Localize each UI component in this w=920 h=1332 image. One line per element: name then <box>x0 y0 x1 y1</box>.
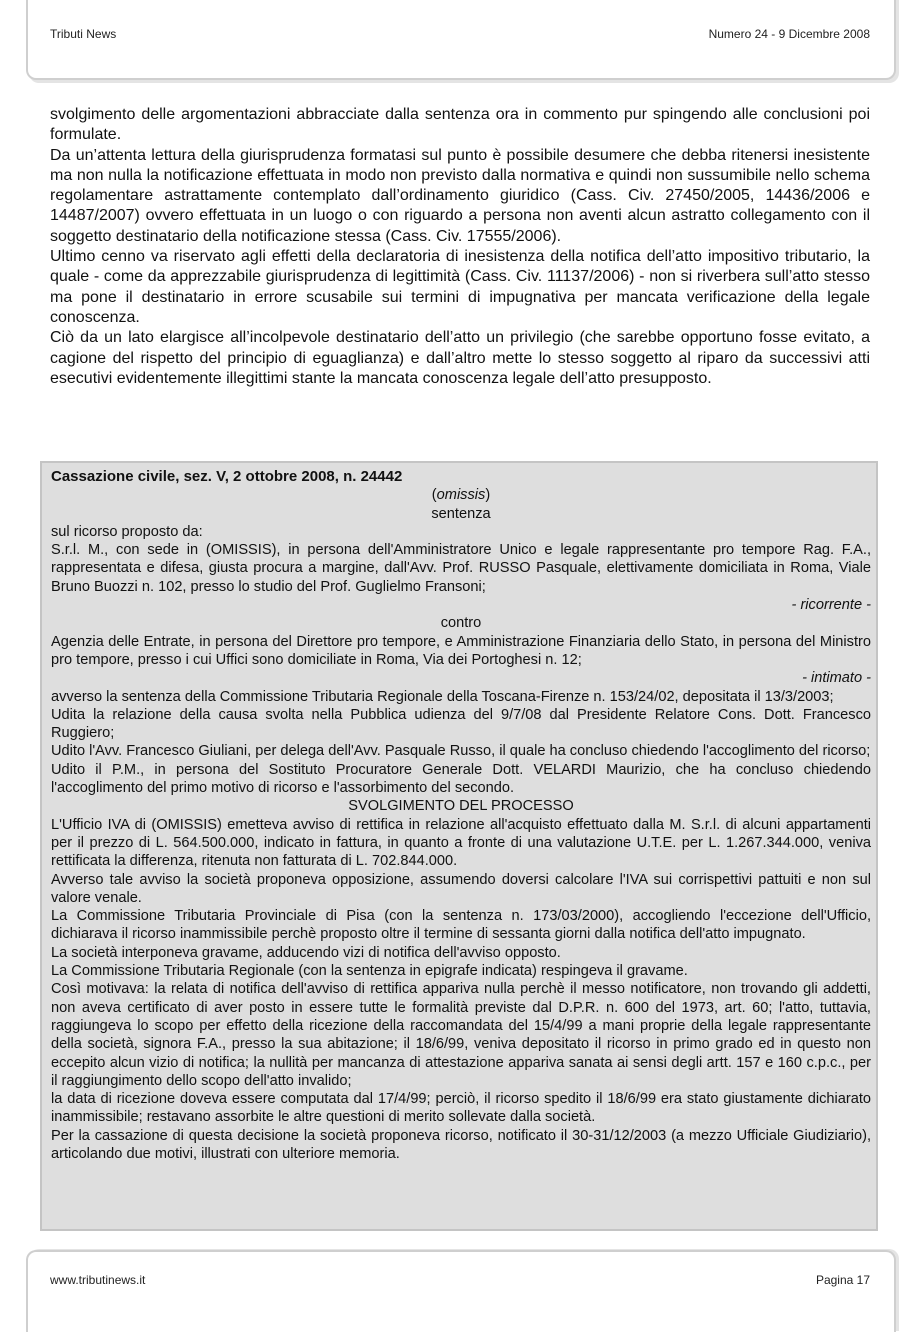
ruling-box <box>40 461 878 1231</box>
publication-name: Tributi News <box>50 27 117 41</box>
article-paragraph: svolgimento delle argomentazioni abbracciate dalla sentenza ora in commento pur spingendo alle conclusioni poi formulate. <box>50 106 870 144</box>
issue-date: Numero 24 - 9 Dicembre 2008 <box>708 27 870 41</box>
page-number: Pagina 17 <box>815 1273 870 1287</box>
omissis-line: (omissis) <box>431 487 491 504</box>
article-paragraph: Da un’attenta lettura della giurisprudenza formatasi sul punto è possibile desumere che debba ritenersi inesistente ma non nulla la notificazione effettuata in modo non previsto dalla normativa e quindi non sussumibile nello schema regolamentare astrattamente contemplato dall’ordinamento giuridico (Cass. Civ. 27450/2005, 14436/2006 e 14487/2007) ovvero effettuata in un luogo o con riguardo a persona non aventi alcun astratto collegamento con il soggetto destinatario della notificazione stessa (Cass. Civ. 17555/2006). <box>50 146 870 245</box>
ruling-line: avverso la sentenza della Commissione Tributaria Regionale della Toscana-Firenze n. 153/24/02, depositata il 13/3/2003; <box>51 688 834 705</box>
contro-label: contro <box>440 615 482 632</box>
process-line: La società interponeva gravame, adducendo vizi di notifica dell'avviso opposto. <box>51 944 561 961</box>
process-line: Per la cassazione di questa decisione la società proponeva ricorso, notificato il 30-31/12/2003 (a mezzo Ufficiale Giudiziario), articolando due motivi, illustrati con ulteriore memoria. <box>51 1127 871 1162</box>
website-link[interactable]: www.tributinews.it <box>50 1273 146 1287</box>
appellant-text: S.r.l. M., con sede in (OMISSIS), in persona dell'Amministratore Unico e legale rappresentante pro tempore Rag. F.A., rappresentata e difesa, giusta procura a margine, dall'Avv. Prof. RUSSO Pasquale, elettivamente domiciliata in Roma, Viale Bruno Buozzi n. 102, presso lo studio del Prof. Guglielmo Fransoni; <box>51 542 871 595</box>
ruling-line: Udita la relazione della causa svolta nella Pubblica udienza del 9/7/08 dal Presidente Relatore Cons. Dott. Francesco Ruggiero; <box>51 706 871 742</box>
process-line: La Commissione Tributaria Provinciale di Pisa (con la sentenza n. 173/03/2000), accogliendo l'eccezione dell'Ufficio, dichiarava il ricorso inammissibile perchè proposto oltre il termine di sessanta giorni dalla notifica dell'atto impugnato. <box>51 908 871 943</box>
ruling-line: Udito il P.M., in persona del Sostituto Procuratore Generale Dott. VELARDI Maurizio, che ha concluso chiedendo l'accoglimento del primo motivo di ricorso e l'assorbimento del secondo. <box>51 761 871 797</box>
process-line: L'Ufficio IVA di (OMISSIS) emetteva avviso di rettifica in relazione all'acquisto effettuato dalla M. S.r.l. di alcuni appartamenti per il prezzo di L. 564.500.000, indicato in fattura, in quanto a fronte di una valutazione U.T.E. per L. 1.267.344.000, veniva rettificata la differenza, ritenuta non fatturata di L. 702.844.000. <box>51 816 871 870</box>
article-paragraph: Ciò da un lato elargisce all’incolpevole destinatario dell’atto un privilegio (che sarebbe opportuno fosse evitato, a cagione del rispetto del principio di eguaglianza) e dall’altro mette lo stesso soggetto al riparo da successivi atti esecutivi evidentemente illegittimi stante la mancata conoscenza legale dell’atto presupposto. <box>50 329 870 387</box>
sentenza-label: sentenza <box>431 505 491 522</box>
footer-frame <box>26 1250 896 1332</box>
process-line: Avverso tale avviso la società proponeva opposizione, assumendo doversi calcolare l'IVA sui corrispettivi pattuiti e non sul valore venale. <box>51 871 871 906</box>
respondent-text: Agenzia delle Entrate, in persona del Direttore pro tempore, e Amministrazione Finanziaria dello Stato, in persona del Ministro pro tempore, presso i cui Uffici sono domiciliate in Roma, Via dei Portoghesi n. 12; <box>51 633 871 668</box>
process-line: La Commissione Tributaria Regionale (con la sentenza in epigrafe indicata) respingeva il gravame. <box>51 963 688 980</box>
process-line: Così motivava: la relata di notifica dell'avviso di rettifica appariva nulla perchè il messo notificatore, non trovando gli addetti, non aveva certificato di aver posto in essere tutte le formalità previste dal D.P.R. n. 600 del 1973, art. 60; l'atto, tuttavia, raggiungeva lo scopo per effetto della ricezione della raccomandata del 15/4/99 a mani proprie della legale rappresentante della società, signora F.A., presso la sua abitazione; il 18/6/99, veniva depositato il ricorso in primo grado ed in questo non eccepito alcun vizio di notifica; la nullità per mancanza di attestazione appariva sanata ai sensi degli artt. 157 e 160 c.p.c., per il raggiungimento dello scopo dell'atto invalido; <box>51 981 871 1089</box>
ricorrente-label: - ricorrente - <box>791 597 871 614</box>
ruling-content <box>51 468 871 1163</box>
ruling-line: Udito l'Avv. Francesco Giuliani, per delega dell'Avv. Pasquale Russo, il quale ha concluso chiedendo l'accoglimento del ricorso; <box>51 743 871 760</box>
article-body <box>50 105 870 389</box>
intimato-label: - intimato - <box>802 670 871 687</box>
process-line: la data di ricezione doveva essere computata dal 17/4/99; perciò, il ricorso spedito il 18/6/99 era stato giustamente dichiarato inammissibile; restavano assorbite le altre questioni di merito sollevate dalla società. <box>51 1091 871 1126</box>
omissis-text: omissis <box>436 487 486 504</box>
section-heading: SVOLGIMENTO DEL PROCESSO <box>348 798 574 815</box>
article-paragraph: Ultimo cenno va riservato agli effetti della declaratoria di inesistenza della notifica dell’atto impositivo tributario, la quale - come da apprezzabile giurisprudenza di legittimità (Cass. Civ. 11137/2006) - non si riverbera sull’atto stesso ma pone il destinatario in errore scusabile sui termini di impugnativa per mancata verificazione della legale conoscenza. <box>50 248 870 326</box>
ruling-intro: sul ricorso proposto da: <box>51 523 203 540</box>
ruling-title: Cassazione civile, sez. V, 2 ottobre 2008, n. 24442 <box>51 468 403 485</box>
